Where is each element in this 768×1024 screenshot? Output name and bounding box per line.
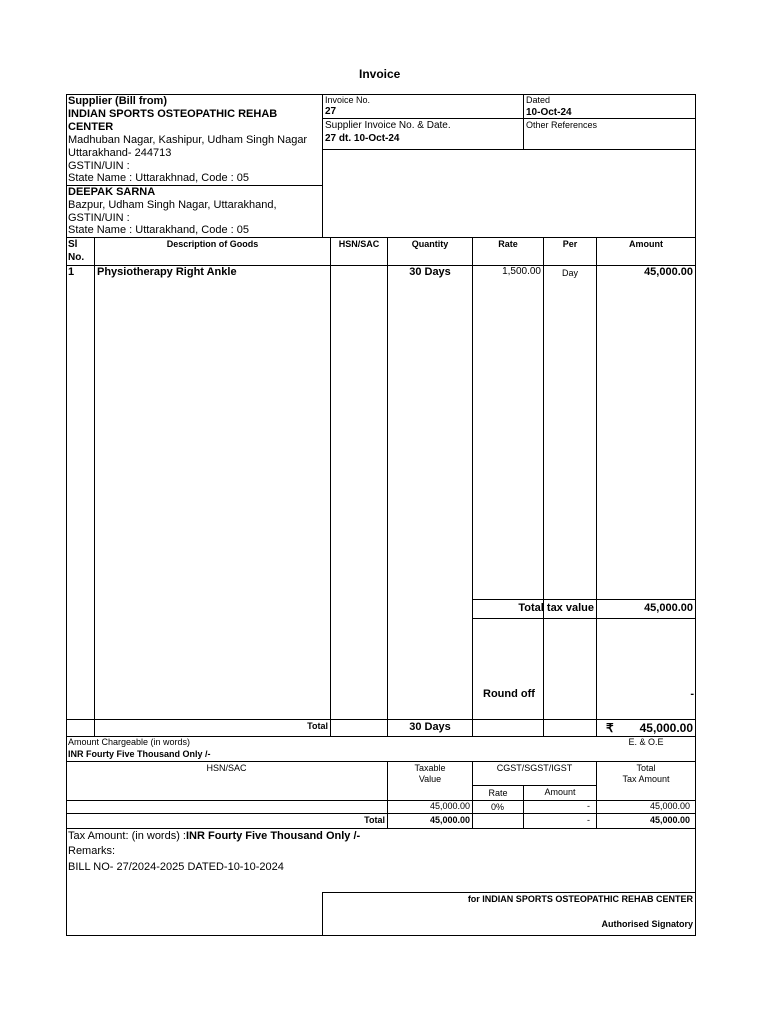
- tax-total-amount: -: [587, 815, 590, 825]
- tax-row-rate: 0%: [491, 802, 505, 812]
- col-per-right: [596, 237, 597, 737]
- header-divider: [322, 94, 323, 237]
- tax-cgst-split: [472, 785, 597, 786]
- for-company: for INDIAN SPORTS OSTEOPATHIC REHAB CENTER: [467, 894, 693, 904]
- meta-bottom-line: [322, 149, 696, 150]
- remarks-label: Remarks:: [68, 845, 116, 857]
- item-rate: 1,500.00: [502, 266, 541, 277]
- items-total-quantity: 30 Days: [409, 721, 451, 733]
- tax-total-total: 45,000.00: [649, 815, 690, 825]
- amount-words-value: INR Fourty Five Thousand Only /-: [68, 749, 211, 759]
- tax-row-total: 45,000.00: [649, 801, 690, 811]
- tax-value-bottom: [472, 618, 696, 619]
- item-description: Physiotherapy Right Ankle: [97, 266, 237, 278]
- col-header-per: Per: [562, 239, 578, 249]
- supplier-gstin: GSTIN/UIN :: [68, 160, 130, 172]
- signature-box-left: [322, 892, 323, 936]
- supplier-name-line2: CENTER: [68, 121, 114, 133]
- col-header-hsn: HSN/SAC: [338, 239, 380, 249]
- tax-total-header-2: Tax Amount: [622, 774, 670, 784]
- tax-row-taxable: 45,000.00: [429, 801, 470, 811]
- items-total-top: [66, 719, 696, 720]
- item-sl: 1: [68, 266, 75, 278]
- col-rate-right: [543, 237, 544, 737]
- col-desc-right: [330, 237, 331, 737]
- signature-box-top: [322, 892, 696, 893]
- tax-words-label: Tax Amount: (in words) :: [68, 830, 186, 842]
- meta-divider: [523, 94, 524, 149]
- tax-words-value: INR Fourty Five Thousand Only /-: [186, 830, 361, 842]
- total-tax-value-label: Total tax value: [518, 602, 594, 614]
- tax-total-label: Total: [364, 815, 385, 825]
- item-amount: 45,000.00: [644, 266, 693, 278]
- buyer-state: State Name : Uttarakhand, Code : 05: [68, 224, 249, 236]
- supplier-invoice-value: 27 dt. 10-Oct-24: [325, 133, 400, 144]
- invoice-no: 27: [325, 106, 337, 117]
- other-references-label: Other References: [526, 120, 598, 130]
- col-header-description: Description of Goods: [166, 239, 259, 249]
- border-left: [66, 94, 67, 936]
- supplier-name-line1: INDIAN SPORTS OSTEOPATHIC REHAB: [68, 108, 278, 120]
- authorised-signatory: Authorised Signatory: [601, 919, 693, 929]
- remarks-value: BILL NO- 27/2024-2025 DATED-10-10-2024: [68, 861, 284, 873]
- invoice-no-label: Invoice No.: [325, 95, 371, 105]
- dated-label: Dated: [526, 95, 551, 105]
- supplier-invoice-label: Supplier Invoice No. & Date.: [325, 120, 451, 131]
- tax-value-top: [472, 599, 696, 600]
- tax-total-header-1: Total: [636, 763, 656, 773]
- col-header-amount: Amount: [629, 239, 663, 249]
- tax-row-amount: -: [587, 801, 590, 811]
- border-bottom: [66, 935, 696, 936]
- col-sl-right: [94, 237, 95, 737]
- buyer-address: Bazpur, Udham Singh Nagar, Uttarakhand,: [68, 199, 277, 211]
- dated-value: 10-Oct-24: [526, 107, 572, 118]
- tax-rate-header: Rate: [488, 788, 508, 798]
- tax-table-bottom: [66, 828, 696, 829]
- round-off-value: -: [690, 688, 694, 700]
- tax-cgst-header: CGST/SGST/IGST: [496, 763, 573, 773]
- total-tax-value: 45,000.00: [644, 602, 693, 614]
- tax-words-line: [68, 830, 360, 843]
- tax-taxable-header-2: Value: [418, 774, 442, 784]
- items-total-amount: 45,000.00: [639, 721, 693, 735]
- amount-words-label: Amount Chargeable (in words): [68, 737, 191, 747]
- buyer-name: DEEPAK SARNA: [68, 186, 156, 198]
- currency-symbol: ₹: [606, 721, 614, 735]
- col-hsn-right: [387, 237, 388, 737]
- col-qty-right: [472, 237, 473, 737]
- tax-row-bottom: [66, 813, 696, 814]
- tax-amount-header: Amount: [544, 787, 576, 797]
- buyer-gstin: GSTIN/UIN :: [68, 212, 130, 224]
- item-per: Day: [561, 268, 578, 278]
- tax-hsn-header: HSN/SAC: [206, 763, 247, 773]
- supplier-address2: Uttarakhand- 244713: [68, 147, 172, 159]
- item-quantity: 30 Days: [409, 266, 451, 278]
- tax-taxable-header-1: Taxable: [414, 763, 446, 773]
- eoe-label: E. & O.E: [628, 737, 664, 747]
- border-right: [695, 94, 696, 936]
- col-header-no: No.: [68, 252, 85, 263]
- supplier-state: State Name : Uttarakhnad, Code : 05: [68, 172, 249, 184]
- header-bottom-line: [66, 237, 696, 238]
- tax-table-top: [66, 761, 696, 762]
- supplier-heading: Supplier (Bill from): [68, 95, 167, 107]
- tax-total-taxable: 45,000.00: [429, 815, 470, 825]
- supplier-address1: Madhuban Nagar, Kashipur, Udham Singh Nagar: [68, 134, 308, 146]
- items-total-label: Total: [307, 721, 328, 731]
- col-header-sl: Sl: [68, 239, 78, 250]
- col-header-rate: Rate: [498, 239, 518, 249]
- col-header-quantity: Quantity: [411, 239, 449, 249]
- meta-row-line: [322, 118, 696, 119]
- page-title: Invoice: [359, 67, 401, 81]
- round-off-label: Round off: [483, 688, 535, 700]
